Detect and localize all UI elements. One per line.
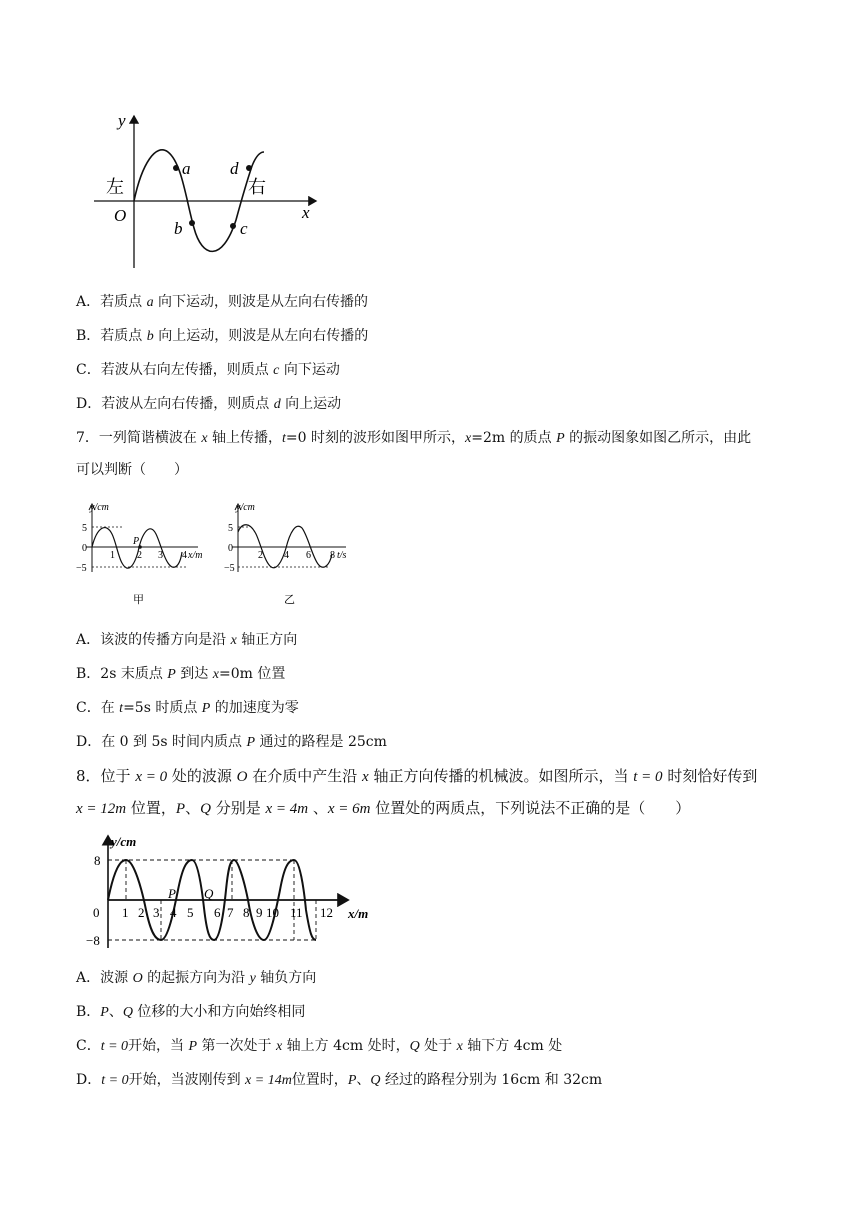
point-d (246, 165, 252, 171)
q7-jia-xlabel: x/m (188, 550, 203, 561)
q8-xtick: 2 (138, 905, 145, 920)
left-label: 左 (106, 177, 124, 197)
point-b (189, 220, 195, 226)
q8-label-p: P (168, 886, 176, 901)
q6-option-d: D．若波从左向右传播，则质点 d 向上运动 (76, 396, 342, 412)
q8-option-d: D．t = 0开始，当波刚传到 x = 14m位置时，P、Q 经过的路程分别为 16cm 和 32cm (76, 1072, 603, 1088)
q7-yi-xtick-8: 8 (330, 550, 335, 561)
q7-yi-xlabel: t/s (337, 550, 347, 561)
point-a (173, 165, 179, 171)
q8-stem-line2: x = 12m 位置，P、Q 分别是 x = 4m 、x = 6m 位置处的两质点，下列说法不正确的是（ ） (76, 799, 691, 817)
q7-yi-xtick-2: 2 (258, 550, 263, 561)
q7-yi-ytick-0: 0 (228, 543, 233, 554)
q7-jia-curve (92, 528, 182, 569)
q7-option-a: A．该波的传播方向是沿 x 轴正方向 (76, 632, 298, 648)
q7-jia-xtick-2: 2 (137, 550, 142, 561)
q7-option-c: C．在 t=5s 时质点 P 的加速度为零 (76, 700, 299, 716)
q8-option-c: C．t = 0开始，当 P 第一次处于 x 轴上方 4cm 处时，Q 处于 x 轴下方 4cm 处 (76, 1038, 563, 1054)
q7-jia-point-p-label: P (133, 536, 140, 547)
q8-option-a: A．波源 O 的起振方向为沿 y 轴负方向 (76, 970, 317, 986)
q6-option-c: C．若波从右向左传播，则质点 c 向下运动 (76, 362, 340, 378)
label-c: c (240, 219, 248, 238)
q7-jia-xtick-4: 4 (182, 550, 187, 561)
q8-xtick: 1 (122, 905, 129, 920)
q8-xtick: 6 (214, 905, 221, 920)
q7-yi-ytick-5: 5 (228, 523, 233, 534)
q7-graph-jia (76, 496, 211, 608)
q7-jia-xtick-3: 3 (158, 550, 163, 561)
q8-ylabel: y/cm (111, 834, 137, 849)
q8-xtick: 9 (256, 905, 263, 920)
q8-xtick: 8 (243, 905, 250, 920)
label-b: b (174, 219, 183, 238)
q8-ytick-8: 8 (94, 853, 101, 868)
origin-label: O (114, 206, 127, 225)
q7-jia-caption: 甲 (133, 594, 144, 606)
point-c (230, 223, 236, 229)
q8-xtick: 5 (187, 905, 194, 920)
y-axis-label: y (118, 111, 126, 130)
q7-yi-xtick-6: 6 (306, 550, 311, 561)
x-axis-label: x (302, 203, 310, 222)
q7-option-b: B．2s 末质点 P 到达 x=0m 位置 (76, 666, 286, 682)
right-label: 右 (248, 177, 266, 197)
q8-xtick: 3 (153, 905, 160, 920)
wave-figure-abcd (90, 108, 330, 273)
q8-xtick: 12 (320, 905, 333, 920)
q8-xticks (122, 905, 333, 920)
q8-xtick: 7 (227, 905, 234, 920)
label-a: a (182, 159, 191, 178)
q6-option-a: A．若质点 a 向下运动，则波是从左向右传播的 (76, 294, 369, 310)
q7-yi-ylabel: y/cm (236, 502, 255, 513)
q7-yi-xtick-4: 4 (284, 550, 289, 561)
q7-jia-ylabel: y/cm (90, 502, 109, 513)
q8-ytick-m8: −8 (86, 933, 100, 948)
q8-label-q: Q (204, 886, 214, 901)
q8-xtick: 4 (170, 905, 177, 920)
q8-wave-graph (86, 830, 386, 952)
q7-yi-curve (238, 525, 332, 568)
q8-stem-line1: 8．位于 x = 0 处的波源 O 在介质中产生沿 x 轴正方向传播的机械波。如图所示，当 t = 0 时刻恰好传到 (76, 767, 758, 785)
q7-stem-line1: 7．一列简谐横波在 x 轴上传播，t=0 时刻的波形如图甲所示，x=2m 的质点 P 的振动图象如图乙所示，由此 (76, 430, 752, 446)
q7-graph-yi (224, 496, 364, 608)
q6-option-b: B．若质点 b 向上运动，则波是从左向右传播的 (76, 328, 369, 344)
q7-yi-ytick-m5: −5 (224, 563, 235, 574)
q7-jia-ytick-5: 5 (82, 523, 87, 534)
q7-jia-ytick-m5: −5 (76, 563, 87, 574)
q8-xtick: 11 (290, 905, 303, 920)
q7-stem-line2: 可以判断（ ） (76, 462, 188, 478)
label-d: d (230, 159, 239, 178)
q7-yi-caption: 乙 (284, 594, 295, 606)
q8-option-b: B．P、Q 位移的大小和方向始终相同 (76, 1004, 306, 1020)
q7-option-d: D．在 0 到 5s 时间内质点 P 通过的路程是 25cm (76, 734, 387, 750)
q8-xlabel: x/m (348, 906, 369, 921)
q8-xtick: 10 (266, 905, 279, 920)
q7-jia-xtick-1: 1 (110, 550, 115, 561)
q7-jia-ytick-0: 0 (82, 543, 87, 554)
q8-origin: 0 (93, 905, 100, 920)
